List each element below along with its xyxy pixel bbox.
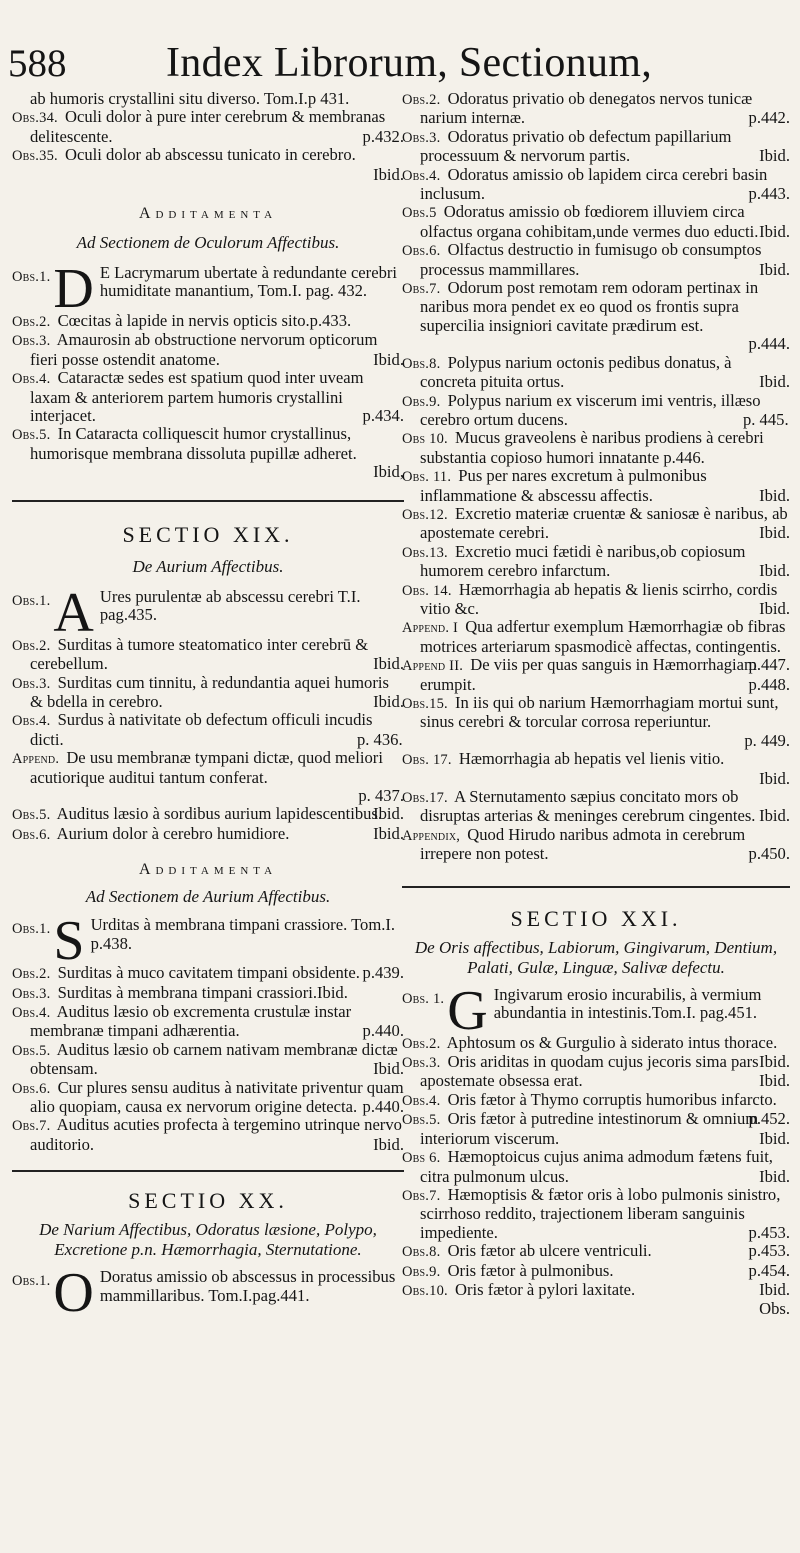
obs-label: Obs.8. [402,355,441,372]
page-ref: Ibid. [759,561,790,581]
index-entry: Obs.34. Oculi dolor à pure inter cerebrum & membranas delitescente. p.432. [12,107,404,146]
index-entry: Obs.2. Cœcitas à lapide in nervis opticis sito.p.433. [12,311,352,331]
index-entry: Obs.5. Auditus læsio ob carnem nativam membranæ dictæ obtensam. Ibid. [12,1039,404,1079]
index-entry: Obs.2. Surditas à muco cavitatem timpani obsidente. p.439. [12,963,404,983]
index-entry: Obs.1. D E Lacrymarum ubertate à redundante cerebri humiditate manantium, Tom.I. pag. 432. [12,264,397,313]
index-entry: Appendix, Quod Hirudo naribus admota in cerebrum irrepere non potest. p.450. [402,824,790,864]
obs-label: Obs.5. [402,1112,441,1129]
obs-label: Obs.5. [12,1042,51,1059]
drop-cap: G [447,985,488,1034]
index-entry: Obs.4. Oris fætor à Thymo corruptis humoribus infarcto. p.452. [402,1089,790,1129]
page-ref: p.439. [362,963,404,983]
page-ref: Ibid. [759,598,790,618]
page-ref: Ibid. [759,485,790,505]
obs-label: Obs.3. [12,675,51,692]
page-ref: p.434. [362,406,404,426]
obs-label: Obs.5 [402,205,437,222]
obs-label: Obs.6. [12,1080,51,1097]
page-ref: Ibid, [373,462,404,482]
page-ref: p.443. [748,184,790,204]
index-entry: Obs.2. Surditas à tumore steatomatico inter cerebrū & cerebellum. Ibid. [12,634,404,674]
page-ref: Ibid. [373,654,404,674]
index-entry: Obs.4. Auditus læsio ob excrementa crustulæ instar membranæ timpani adhærentia. p.440. [12,1001,404,1041]
page-ref: Ibid. [759,1279,790,1299]
page-ref: Ibid. [759,372,790,392]
index-entry: ab humoris crystallini situ diverso. Tom.I.p 431. [30,89,350,108]
obs-label: Obs.2. [12,637,51,654]
index-entry: Obs.5. In Cataracta colliquescit humor crystallinus, humorisque membrana dissoluta pupillæ adheret. Ibid, [12,424,404,482]
section-title: SECTIO XIX. [122,521,294,547]
index-entry: Append II. De viis per quas sanguis in Hæmorrhagiam erumpit. p.448. [402,655,790,694]
index-entry: Obs. 1. G Ingivarum erosio incurabilis, à vermium abundantia in intestinis.Tom.I. pag.451. [402,985,762,1034]
additamenta-subheading: Ad Sectionem de Aurium Affectibus. [85,887,331,907]
drop-cap: O [53,1268,94,1317]
index-entry: Obs.7. Odorum post remotam rem odoram pertinax in naribus mora pendet ex eo quod os frontis supra supercilia insigniori cavitate prædirum est. p.444. [402,278,790,354]
page-ref: Ibid. [373,1059,404,1079]
obs-label: Obs.2. [402,92,441,108]
obs-label: Obs. 1. [402,990,445,1007]
index-entry: Obs.1. O Doratus amissio ob abscessus in processibus mammillaribus. Tom.I.pag.441. [12,1268,396,1317]
index-entry: Obs.6. Olfactus destructio in fumisugo ob consumptos processus mammillares. Ibid. [402,240,790,279]
index-entry: Obs.8. Oris fætor ab ulcere ventriculi. p.453. [402,1241,790,1261]
obs-label: Obs.6. [12,826,51,843]
index-entry: Obs.17. A Sternutamento sæpius concitato mors ob disruptas arterias & meninges cerebrum cingentes. Ibid. [402,787,790,826]
index-entry: Obs.3. Surditas cum tinnitu, à redundantia aquei humoris & bdella in cerebro. Ibid. [12,672,404,711]
index-entry: Obs.2. Odoratus privatio ob denegatos nervos tunicæ narium internæ. p.442. [402,89,790,128]
index-entry: Obs.3. Oris ariditas in quodam cujus jecoris sima pars apostemate obsessa erat. Ibid. [402,1052,790,1091]
index-entry: Obs. 17. Hæmorrhagia ab hepatis vel lienis vitio. Ibid. [402,749,790,788]
index-entry: Obs.4. Surdus à nativitate ob defectum officuli incudis dicti. p. 436. [12,710,403,749]
obs-label: Obs.4. [402,167,441,184]
page-ref: Ibid. [759,1052,790,1072]
section-subtitle: De Narium Affectibus, Odoratus læsione, Polypo, Excretione p.n. Hæmorrhagia, Sternutatione. [39,1220,377,1260]
obs-label: Obs.10. [402,1282,448,1299]
obs-label: Obs.1. [12,269,51,286]
page-ref: p.440. [362,1021,404,1041]
index-entry: Obs.5. Oris fætor à putredine intestinorum & omnium interiorum viscerum. Ibid. [402,1109,790,1148]
page-ref: Ibid. [759,1071,790,1091]
obs-label: Obs.2. [402,1035,441,1052]
page-ref: p.448. [748,674,790,694]
index-entry: Obs.7. Hæmoptisis & fætor oris à lobo pulmonis sinistro, scirrhoso reddito, trajectionem liberam sanguinis impediente. p.453. [402,1184,790,1242]
page-ref: p.432. [362,126,404,146]
page-ref: Ibid. [759,768,790,788]
drop-cap: S [53,916,85,965]
page-ref: p.454. [748,1260,790,1280]
index-entry: Obs.15. In iis qui ob narium Hæmorrhagiam mortui sunt, sinus cerebri & torcular corrosa reperiuntur. p. 449. [402,693,790,750]
index-entry: Obs.5 Odoratus amissio ob fœdiorem illuviem circa olfactus organa cohibitam,unde vermes duo educti. Ibid. [402,202,790,241]
index-entry: Append. I Qua adfertur exemplum Hæmorrhagiæ ob fibras motrices arteriarum spasmodicè affectas, contingentis. p.447. [402,617,790,675]
page-ref: p.444. [748,334,790,354]
index-entry: Obs.1. S Urditas à membrana timpani crassiore. Tom.I. p.438. [12,916,396,965]
page-ref: p.447. [748,655,790,675]
index-entry: Obs.1. A Ures purulentæ ab abscessu cerebri T.I. pag.435. [12,587,361,636]
index-entry: Obs.4. Cataractæ sedes est spatium quod inter uveam laxam & anteriorem partem humoris crystallini interjacet. p.434. [12,368,404,426]
page-ref: p.453. [748,1222,790,1242]
index-entry: Obs.4. Odoratus amissio ob lapidem circa cerebri basin inclusum. p.443. [402,164,790,204]
page-ref: Ibid. [759,146,790,166]
index-entry: Obs.2. Aphtosum os & Gurgulio à siderato intus thorace. Ibid. [402,1032,790,1072]
obs-label: Obs.1. [12,1273,51,1290]
index-entry: Obs.3. Odoratus privatio ob defectum papillarium processuum & nervorum partis. Ibid. [402,126,790,166]
page-ref: p.450. [748,844,790,864]
page-ref: p.452. [748,1109,790,1129]
index-entry: Obs.5. Auditus læsio à sordibus aurium lapidescentibus. Ibid. [12,804,404,824]
obs-label: Obs.5. [12,427,51,444]
index-entry: Obs. 14. Hæmorrhagia ab hepatis & lienis scirrho, cordis vitio &c. Ibid. [402,579,790,618]
obs-label: Obs.2. [12,966,51,983]
append-label: Append. [12,751,60,768]
index-entry: Obs. 11. Pus per nares excretum à pulmonibus inflammatione & abscessu affectis. Ibid. [402,466,790,505]
drop-cap: A [53,587,94,636]
page-ref: p.442. [748,108,790,128]
page-ref: p. 437. [358,785,404,805]
index-entry: Obs.10. Oris fætor à pylori laxitate. Ibid. [402,1279,790,1299]
obs-label: Obs.7. [402,1187,441,1204]
page-ref: Ibid. [759,1128,790,1148]
obs-label: Obs.34. [12,110,58,127]
page-ref: p.440. [362,1097,404,1116]
obs-label: Obs.4. [402,1092,441,1109]
obs-label: Obs.1. [12,592,51,609]
obs-label: Obs.3. [12,333,51,350]
section-title: SECTIO XX. [128,1188,288,1214]
page-ref: p. 436. [356,729,403,749]
index-entry: Obs 10. Mucus graveolens è naribus prodiens à cerebri substantia copioso humori innatante p.446. [402,428,764,467]
page-ref: Ibid. [373,164,404,184]
section-subtitle: De Aurium Affectibus. [132,556,284,576]
index-entry: Obs.3. Surditas à membrana timpani crassiori.Ibid. [12,982,348,1002]
page-ref: Ibid. [759,1166,790,1186]
index-entry: Obs.3. Amaurosin ab obstructione nervorum opticorum fieri posse ostendit anatome. Ibid. [12,330,404,369]
append-label: Append. I [402,620,459,637]
index-entry: Obs 6. Hæmoptoicus cujus anima admodum fætens fuit, citra pulmonum ulcus. Ibid. [402,1147,790,1186]
page-ref: Ibid. [759,523,790,543]
append-label: Append II. [402,658,464,675]
page-ref: Ibid. [373,823,404,843]
obs-label: Obs.5. [12,807,51,824]
index-entry: Obs.35. Oculi dolor ab abscessu tunicato in cerebro. Ibid. [12,145,404,184]
additamenta-subheading: Ad Sectionem de Oculorum Affectibus. [76,233,340,253]
right-column [402,90,790,1319]
index-entry: Obs.7. Auditus acuties profecta à tergemino utrinque nervo auditorio. Ibid. [12,1115,404,1154]
page-ref: Ibid. [759,806,790,826]
obs-label: Obs.7. [12,1118,51,1135]
page-ref: Ibid. [373,691,404,711]
page-ref: Ibid. [759,221,790,241]
obs-label: Obs. 17. [402,752,452,769]
index-entry: Obs.6. Cur plures sensu auditus à nativitate priventur quam alio quopiam, causa ex nervorum origine detecta. p.440. [12,1077,404,1116]
additamenta-heading: Additamenta [138,205,278,223]
obs-label: Obs.3. [12,985,51,1002]
page-ref: p. 449. [744,730,790,750]
obs-label: Obs.17. [402,790,448,807]
running-head: Index Librorum, Sectionum, [166,40,653,86]
obs-label: Obs 10. [402,431,448,448]
obs-label: Obs. 11. [402,469,452,486]
index-entry: Obs.13. Excretio muci fætidi è naribus,ob copiosum humorem cerebro infarctum. Ibid. [402,541,790,581]
page-ref: Ibid. [373,804,404,824]
obs-label: Obs.15. [402,696,448,712]
section-subtitle: De Oris affectibus, Labiorum, Gingivarum, Dentium, Palati, Gulæ, Linguæ, Salivæ defectu. [414,937,778,977]
index-entry: Append. De usu membranæ tympani dictæ, quod meliori acutiorique auditui tantum conferat. p. 437. [12,748,404,805]
obs-label: Obs.3. [402,1055,441,1072]
page-ref: p. 445. [742,409,789,429]
page-header [8,40,788,94]
obs-label: Obs 6. [402,1150,441,1167]
obs-label: Obs.4. [12,371,51,388]
append-label: Appendix, [402,827,461,844]
obs-label: Obs.7. [402,281,441,298]
obs-label: Obs.12. [402,506,448,523]
page-ref: Ibid. [373,349,404,369]
obs-label: Obs.1. [12,921,51,938]
obs-label: Obs.6. [402,243,441,260]
index-entry: Obs.6. Aurium dolor à cerebro humidiore. Ibid. [12,823,404,843]
page-ref: p.453. [748,1241,790,1261]
left-column [12,90,404,1316]
page-ref: Ibid. [373,1134,404,1154]
obs-label: Obs.13. [402,544,448,561]
obs-label: Obs.4. [12,1004,51,1021]
obs-label: Obs.4. [12,713,51,730]
page-ref: Ibid. [759,259,790,279]
section-title: SECTIO XXI. [510,905,682,931]
obs-label: Obs.3. [402,129,441,146]
obs-label: Obs.9. [402,393,441,410]
obs-label: Obs.8. [402,1244,441,1261]
index-entry: Obs.9. Oris fætor à pulmonibus. p.454. [402,1260,790,1280]
page-number: 588 [8,42,67,85]
additamenta-heading: Additamenta [138,861,278,879]
obs-label: Obs. 14. [402,582,452,599]
obs-label: Obs.2. [12,314,51,331]
index-entry: Obs.12. Excretio materiæ cruentæ & saniosæ è naribus, ab apostemate cerebri. Ibid. [402,503,790,543]
drop-cap: D [53,264,94,313]
catchword: Obs. [759,1299,790,1319]
obs-label: Obs.9. [402,1263,441,1280]
index-entry: Obs.9. Polypus narium ex viscerum imi ventris, illæso cerebro ortum ducens. p. 445. [402,390,789,429]
index-entry: Obs.8. Polypus narium octonis pedibus donatus, à concreta pituita ortus. Ibid. [402,352,790,392]
obs-label: Obs.35. [12,148,58,165]
